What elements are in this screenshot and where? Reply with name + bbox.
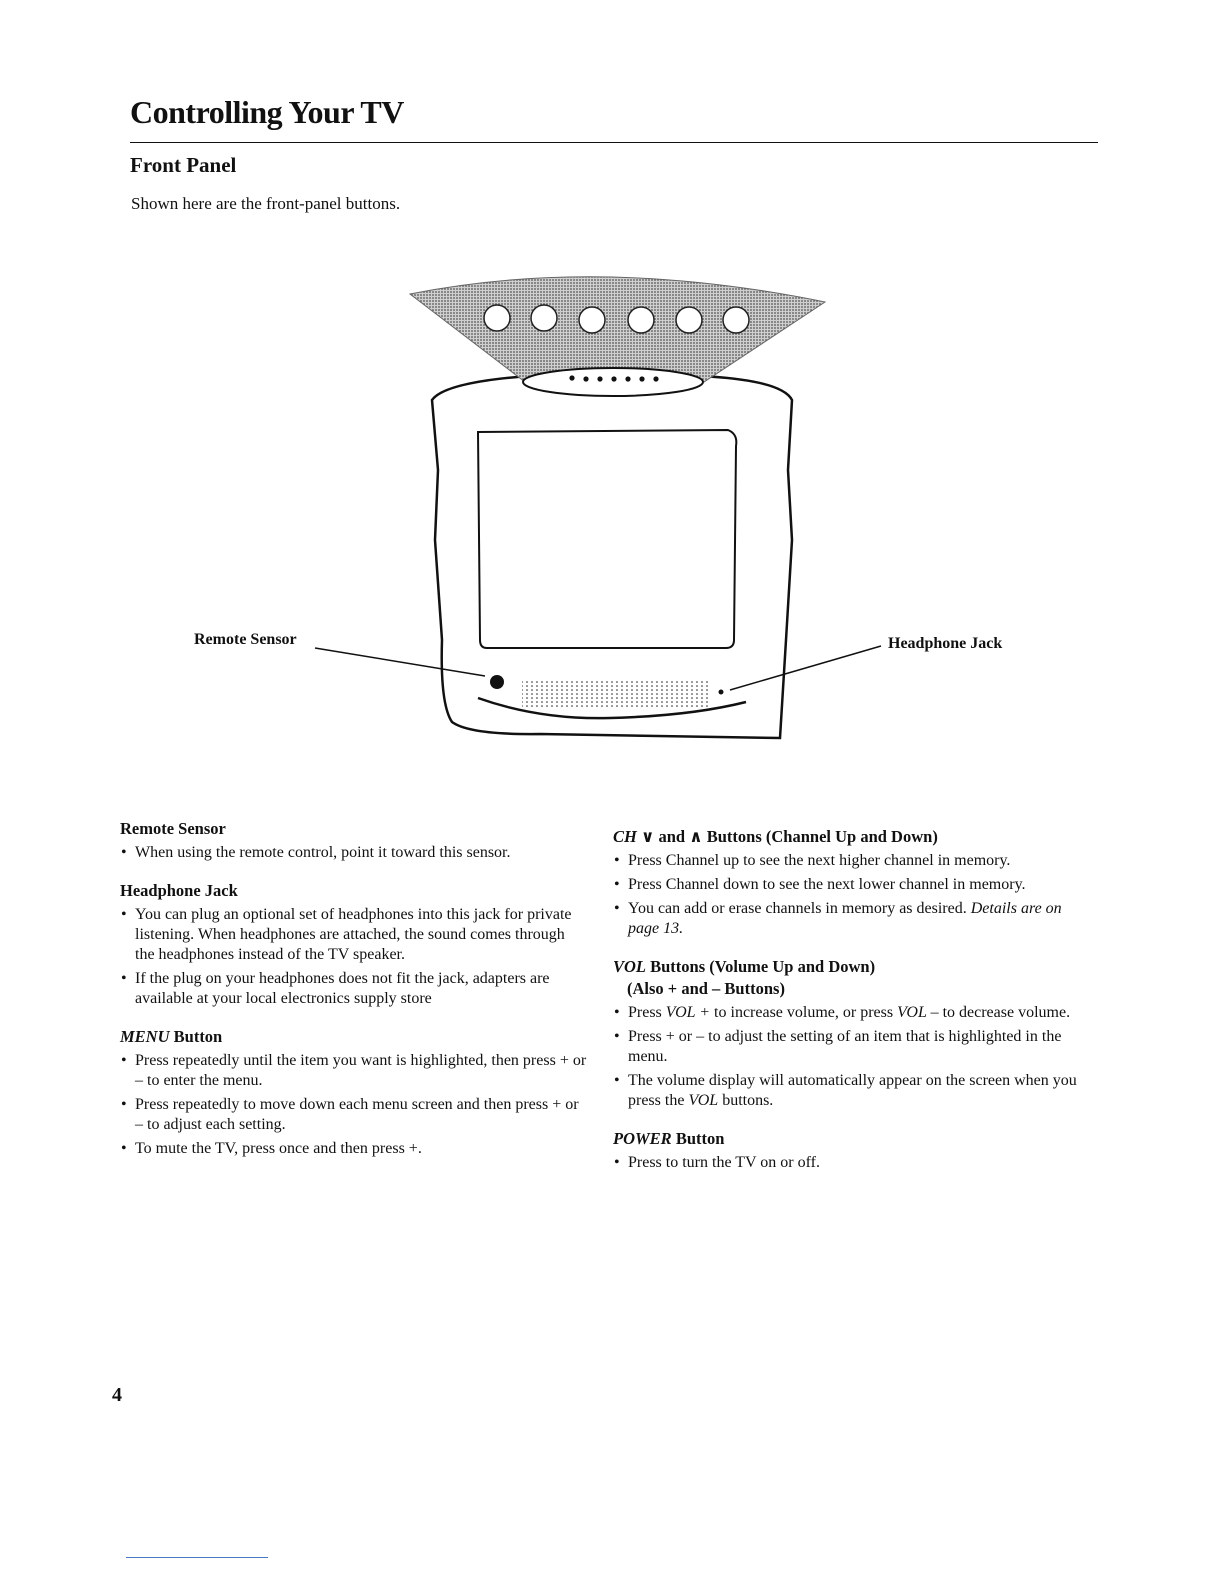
section-headphone-jack bbox=[120, 880, 588, 1009]
heading-vol-buttons: VOL Buttons (Volume Up and Down) (Also + and – Buttons) bbox=[613, 957, 876, 998]
list-item: • Press Channel down to see the next lower channel in memory. bbox=[613, 875, 1093, 895]
title-rule bbox=[130, 142, 1098, 143]
heading-remote-sensor: Remote Sensor bbox=[120, 819, 226, 838]
list-item: • When using the remote control, point it toward this sensor. bbox=[120, 843, 588, 863]
footer-line bbox=[126, 1557, 268, 1558]
list-item: • Press repeatedly until the item you want is highlighted, then press + or – to enter the menu. bbox=[120, 1051, 588, 1091]
list-item: • Press Channel up to see the next higher channel in memory. bbox=[613, 851, 1093, 871]
headphone-jack-icon bbox=[719, 690, 724, 695]
list-item: • Press + or – to adjust the setting of an item that is highlighted in the menu. bbox=[613, 1027, 1093, 1067]
section-power-button bbox=[613, 1128, 1093, 1173]
intro-text: Shown here are the front-panel buttons. bbox=[131, 194, 401, 213]
list-item: • The volume display will automatically appear on the screen when you press the VOL buttons. bbox=[613, 1071, 1093, 1111]
list-item: • To mute the TV, press once and then press +. bbox=[120, 1139, 588, 1159]
remote-sensor-icon bbox=[490, 675, 504, 689]
page-number: 4 bbox=[112, 1384, 122, 1406]
top-control-panel bbox=[410, 277, 825, 396]
right-column bbox=[613, 818, 1093, 1177]
section-vol-buttons bbox=[613, 956, 1093, 1111]
list-item: • You can add or erase channels in memory as desired. Details are on page 13. bbox=[613, 899, 1093, 939]
list-item: • Press repeatedly to move down each menu screen and then press + or – to adjust each setting. bbox=[120, 1095, 588, 1135]
label-headphone-jack: Headphone Jack bbox=[888, 635, 1003, 652]
list-item: • If the plug on your headphones does not fit the jack, adapters are available at your local electronics supply store bbox=[120, 969, 588, 1009]
left-column bbox=[120, 818, 588, 1163]
heading-ch-buttons: CH ∨ and ∧ Buttons (Channel Up and Down) bbox=[613, 827, 938, 846]
section-menu-button bbox=[120, 1026, 588, 1159]
section-remote-sensor bbox=[120, 818, 588, 863]
list-item: • Press to turn the TV on or off. bbox=[613, 1153, 1093, 1173]
heading-menu-button: MENU Button bbox=[120, 1027, 223, 1046]
list-item: • Press VOL + to increase volume, or press VOL – to decrease volume. bbox=[613, 1003, 1093, 1023]
tv-screen bbox=[478, 430, 736, 648]
page-title: Controlling Your TV bbox=[130, 94, 404, 130]
list-item: • You can plug an optional set of headphones into this jack for private listening. When headphones are attached, the sound comes through the headphones instead of the TV speaker. bbox=[120, 905, 588, 965]
heading-headphone-jack: Headphone Jack bbox=[120, 881, 238, 900]
heading-power-button: POWER Button bbox=[613, 1129, 725, 1148]
label-remote-sensor: Remote Sensor bbox=[194, 631, 297, 648]
tv-front-panel-diagram bbox=[0, 240, 1224, 780]
section-ch-buttons bbox=[613, 826, 1093, 939]
section-title-front-panel: Front Panel bbox=[130, 153, 237, 177]
